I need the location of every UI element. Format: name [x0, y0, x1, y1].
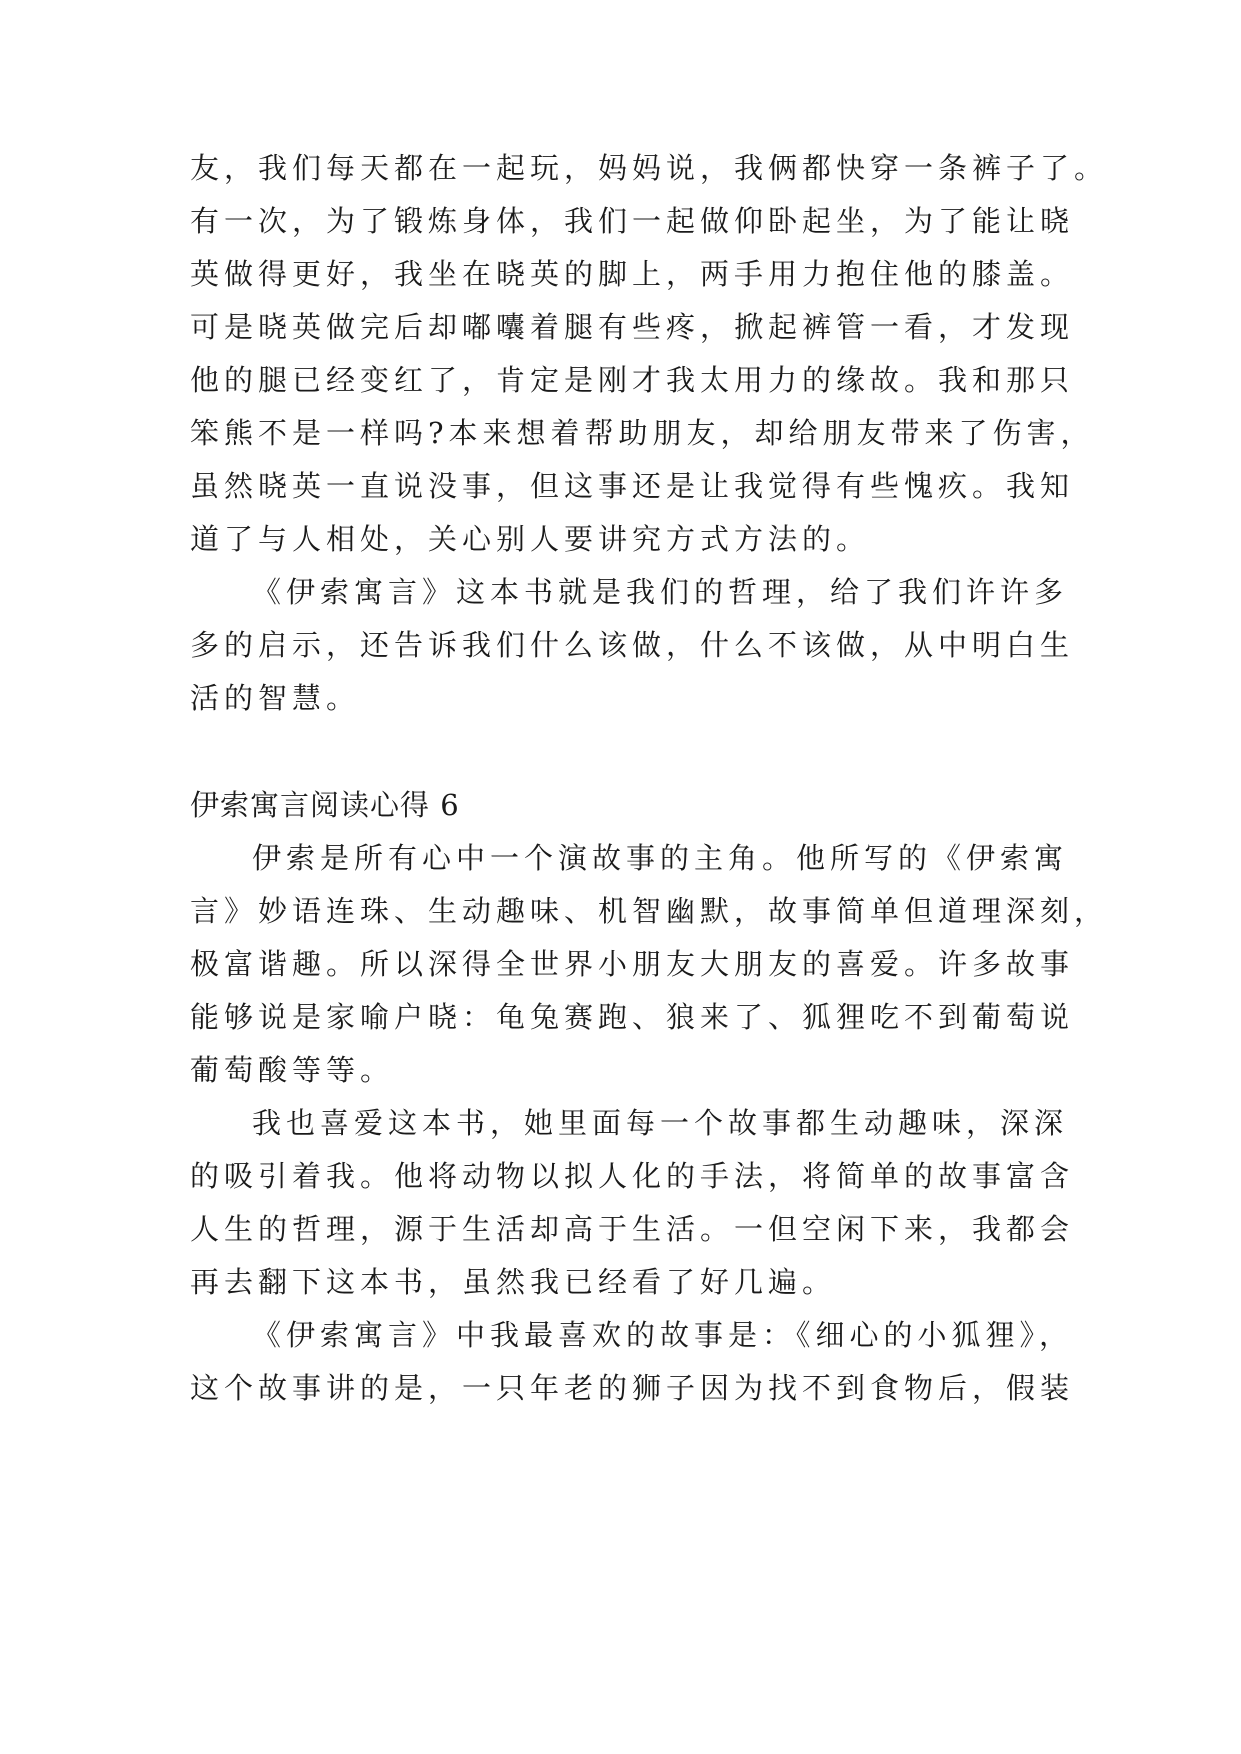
paragraph-line: 友，我们每天都在一起玩，妈妈说，我俩都快穿一条裤子了。 [190, 151, 1109, 185]
paragraph-line: 活的智慧。 [190, 681, 361, 715]
paragraph-line: 这个故事讲的是，一只年老的狮子因为找不到食物后，假装 [190, 1371, 1075, 1405]
paragraph-line: 可是晓英做完后却嘟囔着腿有些疼，掀起裤管一看，才发现 [190, 310, 1075, 344]
paragraph-line: 我也喜爱这本书，她里面每一个故事都生动趣味，深深 [252, 1106, 1069, 1140]
paragraph-line: 《伊索寓言》这本书就是我们的哲理，给了我们许许多 [252, 575, 1069, 609]
paragraph-line: 英做得更好，我坐在晓英的脚上，两手用力抱住他的膝盖。 [190, 257, 1075, 291]
paragraph-line: 虽然晓英一直说没事，但这事还是让我觉得有些愧疚。我知 [190, 469, 1075, 503]
paragraph-line: 伊索是所有心中一个演故事的主角。他所写的《伊索寓 [252, 841, 1069, 875]
paragraph-line: 的吸引着我。他将动物以拟人化的手法，将简单的故事富含 [190, 1159, 1075, 1193]
paragraph-line: 人生的哲理，源于生活却高于生活。一但空闲下来，我都会 [190, 1212, 1075, 1246]
paragraph-line: 言》妙语连珠、生动趣味、机智幽默，故事简单但道理深刻， [190, 894, 1109, 928]
paragraph-line: 葡萄酸等等。 [190, 1053, 395, 1087]
paragraph-line: 笨熊不是一样吗?本来想着帮助朋友，却给朋友带来了伤害， [190, 416, 1095, 450]
paragraph-line: 能够说是家喻户晓：龟兔赛跑、狼来了、狐狸吃不到葡萄说 [190, 1000, 1075, 1034]
paragraph-line: 道了与人相处，关心别人要讲究方式方法的。 [190, 522, 871, 556]
paragraph-line: 多的启示，还告诉我们什么该做，什么不该做，从中明白生 [190, 628, 1075, 662]
paragraph-line: 他的腿已经变红了，肯定是刚才我太用力的缘故。我和那只 [190, 363, 1075, 397]
section-heading: 伊索寓言阅读心得 6 [190, 788, 460, 822]
paragraph-line: 再去翻下这本书，虽然我已经看了好几遍。 [190, 1265, 837, 1299]
paragraph-line: 《伊索寓言》中我最喜欢的故事是：《细心的小狐狸》， [252, 1318, 1074, 1352]
paragraph-line: 极富谐趣。所以深得全世界小朋友大朋友的喜爱。许多故事 [190, 947, 1075, 981]
paragraph-line: 有一次，为了锻炼身体，我们一起做仰卧起坐，为了能让晓 [190, 204, 1075, 238]
